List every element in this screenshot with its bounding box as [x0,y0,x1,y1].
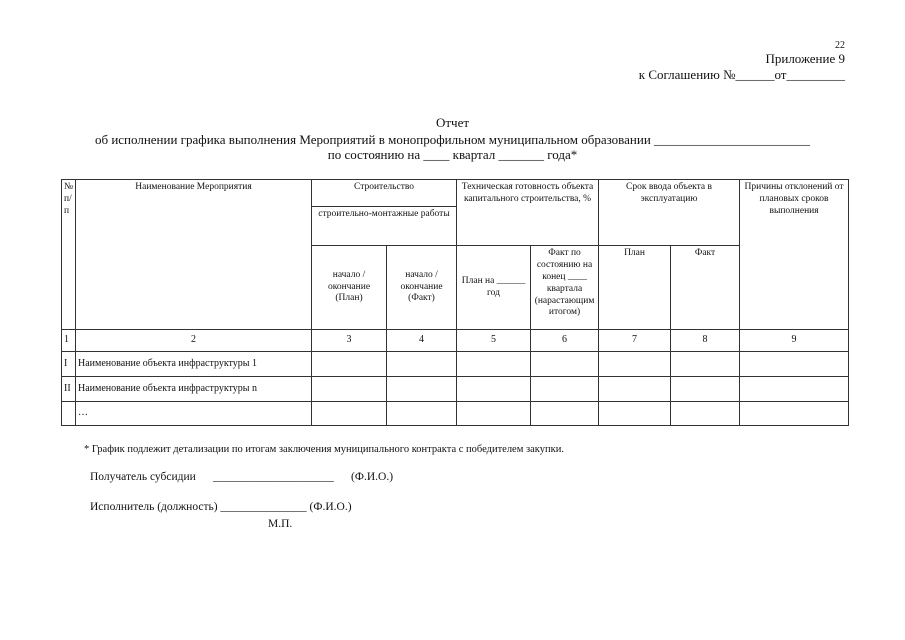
table-cell [457,402,531,426]
header-construction: Строительство [312,180,457,207]
header-commissioning-plan: План [599,246,671,330]
table-cell [531,377,599,402]
signature-executor: Исполнитель (должность) _______________ (Ф.И.О.) [90,501,352,513]
row-num [62,402,76,426]
table-cell [457,377,531,402]
table-cell [387,377,457,402]
header-commissioning-fact: Факт [671,246,740,330]
column-number-1: 1 [62,330,76,352]
header-plan-year: План на ______ год [457,246,531,330]
header-num: № п/п [62,180,76,330]
table-cell [312,402,387,426]
table-cell [671,402,740,426]
header-fact-quarter: Факт по состоянию на конец ____ квартала (нарастающим итогом) [531,246,599,330]
table-cell [531,402,599,426]
table-cell [599,402,671,426]
table-cell [531,352,599,377]
table-cell [457,352,531,377]
header-start-end-plan: начало / окончание (План) [312,246,387,330]
header-tech-readiness: Техническая готовность объекта капитального строительства, % [457,180,599,246]
column-number-9: 9 [740,330,849,352]
row-name: Наименование объекта инфраструктуры 1 [76,352,312,377]
table-cell [312,377,387,402]
row-num: I [62,352,76,377]
table-cell [599,377,671,402]
appendix-label: Приложение 9 [765,51,845,66]
row-name: … [76,402,312,426]
report-title: Отчет [435,115,470,130]
stamp-label: М.П. [268,518,293,530]
header-construction-works: строительно-монтажные работы [312,207,457,246]
report-date-line: по состоянию на ____ квартал _______ года* [327,147,578,162]
column-number-3: 3 [312,330,387,352]
header-start-end-fact: начало / окончание (Факт) [387,246,457,330]
column-number-6: 6 [531,330,599,352]
table-row [62,402,849,426]
table-cell [740,352,849,377]
agreement-label: к Соглашению №______от_________ [638,67,845,82]
column-number-5: 5 [457,330,531,352]
table-cell [387,402,457,426]
table-row [62,352,849,377]
page-number: 22 [835,40,845,51]
header-name: Наименование Мероприятия [76,180,312,330]
row-name: Наименование объекта инфраструктуры n [76,377,312,402]
signature-recipient: Получатель субсидии _____________________ (Ф.И.О.) [90,471,394,483]
table-row [62,377,849,402]
header-reasons: Причины отклонений от плановых сроков выполнения [740,180,849,330]
table-cell [671,377,740,402]
report-table [61,179,849,426]
table-cell [387,352,457,377]
column-number-4: 4 [387,330,457,352]
table-cell [740,402,849,426]
table-cell [599,352,671,377]
header-commissioning: Срок ввода объекта в эксплуатацию [599,180,740,246]
table-cell [740,377,849,402]
report-subtitle: об исполнении графика выполнения Мероприятий в монопрофильном муниципальном образовании ________________________ [94,132,811,147]
footnote: * График подлежит детализации по итогам заключения муниципального контракта с победителем закупки. [84,444,564,455]
column-number-2: 2 [76,330,312,352]
row-num: II [62,377,76,402]
table-cell [312,352,387,377]
table-cell [671,352,740,377]
column-number-7: 7 [599,330,671,352]
column-number-8: 8 [671,330,740,352]
